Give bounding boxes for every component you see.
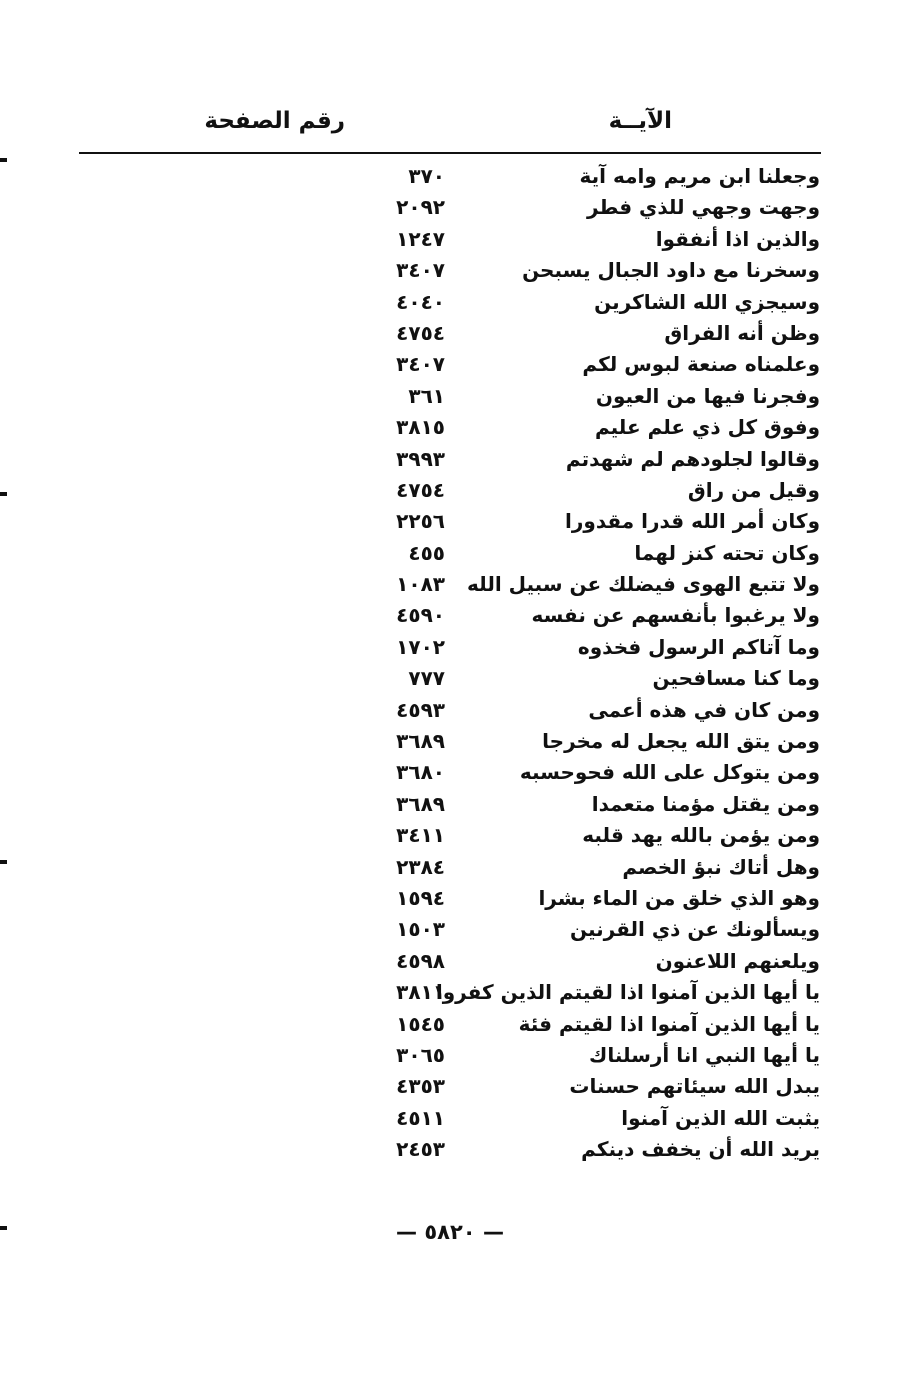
index-entry	[80, 539, 820, 570]
page-reference: ١٥٠٣	[396, 917, 445, 942]
page-reference: ٤٣٥٣	[396, 1074, 445, 1099]
page-reference: ٤٥١١	[396, 1105, 445, 1130]
page-reference: ٣٨١٥	[396, 415, 445, 440]
page-reference: ٤٥٩٠	[396, 603, 445, 628]
page-reference: ٤٥٥	[408, 540, 445, 565]
page-reference: ٣٦٨٠	[396, 760, 445, 785]
scan-edge-mark	[0, 492, 7, 496]
page-reference: ٣٤٠٧	[396, 258, 445, 283]
page-reference: ٤٠٤٠	[396, 289, 445, 314]
index-entry	[80, 476, 820, 507]
verse-text: وهل أتاك نبؤ الخصم	[622, 854, 820, 879]
scan-edge-mark	[0, 860, 7, 864]
index-entry	[80, 507, 820, 538]
page-number: — ٥٨٢٠ —	[396, 1220, 504, 1244]
verse-text: وسيجزي الله الشاكرين	[594, 289, 820, 314]
verse-text: وما كنا مسافحين	[652, 666, 820, 691]
verse-text: ويلعنهم اللاعنون	[655, 948, 820, 973]
verse-text: ولا تتبع الهوى فيضلك عن سبيل الله	[467, 572, 820, 597]
index-list	[80, 162, 820, 1167]
page-reference: ٤٥٩٣	[396, 697, 445, 722]
page-column-heading: رقم الصفحة	[204, 108, 345, 134]
verse-text: يا أيها الذين آمنوا اذا لقيتم فئة	[518, 1011, 820, 1036]
index-entry	[80, 1010, 820, 1041]
index-entry	[80, 1104, 820, 1135]
verse-column-heading: الآيــة	[608, 108, 672, 134]
verse-text: وقالوا لجلودهم لم شهدتم	[565, 446, 820, 471]
index-entry	[80, 570, 820, 601]
verse-text: ومن يقتل مؤمنا متعمدا	[591, 791, 820, 816]
index-entry	[80, 413, 820, 444]
verse-text: وفجرنا فيها من العيون	[595, 383, 820, 408]
page-reference: ٤٧٥٤	[396, 477, 445, 502]
verse-text: يبدل الله سيئاتهم حسنات	[569, 1074, 820, 1099]
verse-text: يثبت الله الذين آمنوا	[621, 1105, 820, 1130]
index-entry	[80, 382, 820, 413]
verse-text: وجهت وجهي للذي فطر	[587, 195, 820, 220]
page-reference: ٢٢٥٦	[396, 509, 445, 534]
index-entry	[80, 350, 820, 381]
index-entry	[80, 162, 820, 193]
index-entry	[80, 696, 820, 727]
index-entry	[80, 1072, 820, 1103]
page-reference: ٣٦٨٩	[396, 791, 445, 816]
page-reference: ١٥٩٤	[396, 885, 445, 910]
verse-text: وكان تحته كنز لهما	[634, 540, 820, 565]
index-entry	[80, 664, 820, 695]
page-reference: ٤٧٥٤	[396, 320, 445, 345]
verse-text: يا أيها الذين آمنوا اذا لقيتم الذين كفروا	[435, 980, 820, 1005]
scan-edge-mark	[0, 158, 7, 162]
verse-text: وسخرنا مع داود الجبال يسبحن	[522, 258, 820, 283]
page-reference: ٧٧٧	[408, 666, 445, 691]
verse-text: وقيل من راق	[687, 477, 820, 502]
page-reference: ٣٤١١	[396, 823, 445, 848]
index-entry	[80, 193, 820, 224]
verse-text: والذين اذا أنفقوا	[655, 226, 820, 251]
verse-text: ومن يتق الله يجعل له مخرجا	[542, 729, 820, 754]
verse-text: ويسألونك عن ذي القرنين	[570, 917, 820, 942]
index-entry	[80, 319, 820, 350]
index-entry	[80, 633, 820, 664]
index-entry	[80, 978, 820, 1009]
verse-text: ومن يتوكل على الله فحوحسبه	[519, 760, 820, 785]
index-entry	[80, 947, 820, 978]
verse-text: وما آتاكم الرسول فخذوه	[577, 634, 820, 659]
table-header	[80, 108, 820, 148]
page-reference: ٢٣٨٤	[396, 854, 445, 879]
index-entry	[80, 1135, 820, 1166]
page-reference: ٣٤٠٧	[396, 352, 445, 377]
verse-text: وهو الذي خلق من الماء بشرا	[538, 885, 820, 910]
verse-text: وظن أنه الفراق	[664, 320, 820, 345]
index-entry	[80, 758, 820, 789]
page-reference: ١٢٤٧	[396, 226, 445, 251]
index-entry	[80, 790, 820, 821]
verse-text: وفوق كل ذي علم عليم	[594, 415, 820, 440]
page-reference: ٢٠٩٢	[396, 195, 445, 220]
page-reference: ١٥٤٥	[396, 1011, 445, 1036]
header-rule	[79, 152, 821, 154]
page-reference: ١٠٨٣	[396, 572, 445, 597]
page-reference: ٣٧٠	[408, 164, 445, 188]
index-entry	[80, 288, 820, 319]
index-entry	[80, 853, 820, 884]
index-entry	[80, 1041, 820, 1072]
verse-text: ومن كان في هذه أعمى	[588, 697, 820, 722]
page-reference: ٢٤٥٣	[396, 1137, 445, 1162]
page-reference: ٣٦٨٩	[396, 729, 445, 754]
page-reference: ٣٩٩٣	[396, 446, 445, 471]
verse-text: ومن يؤمن بالله يهد قلبه	[582, 823, 820, 848]
verse-text: يريد الله أن يخفف دينكم	[581, 1137, 820, 1162]
index-entry	[80, 445, 820, 476]
verse-text: ولا يرغبوا بأنفسهم عن نفسه	[531, 603, 820, 628]
index-entry	[80, 225, 820, 256]
index-entry	[80, 601, 820, 632]
page-reference: ١٧٠٢	[396, 634, 445, 659]
verse-text: وكان أمر الله قدرا مقدورا	[565, 509, 820, 534]
index-entry	[80, 727, 820, 758]
verse-text: يا أيها النبي انا أرسلناك	[589, 1042, 820, 1067]
verse-text: وجعلنا ابن مريم وامه آية	[579, 164, 820, 188]
page-reference: ٣٦١	[408, 383, 445, 408]
index-entry	[80, 256, 820, 287]
page-reference: ٣٨١١	[396, 980, 445, 1005]
page-reference: ٤٥٩٨	[396, 948, 445, 973]
verse-text: وعلمناه صنعة لبوس لكم	[582, 352, 820, 377]
index-entry	[80, 915, 820, 946]
page-reference: ٣٠٦٥	[396, 1042, 445, 1067]
index-entry	[80, 884, 820, 915]
index-entry	[80, 821, 820, 852]
